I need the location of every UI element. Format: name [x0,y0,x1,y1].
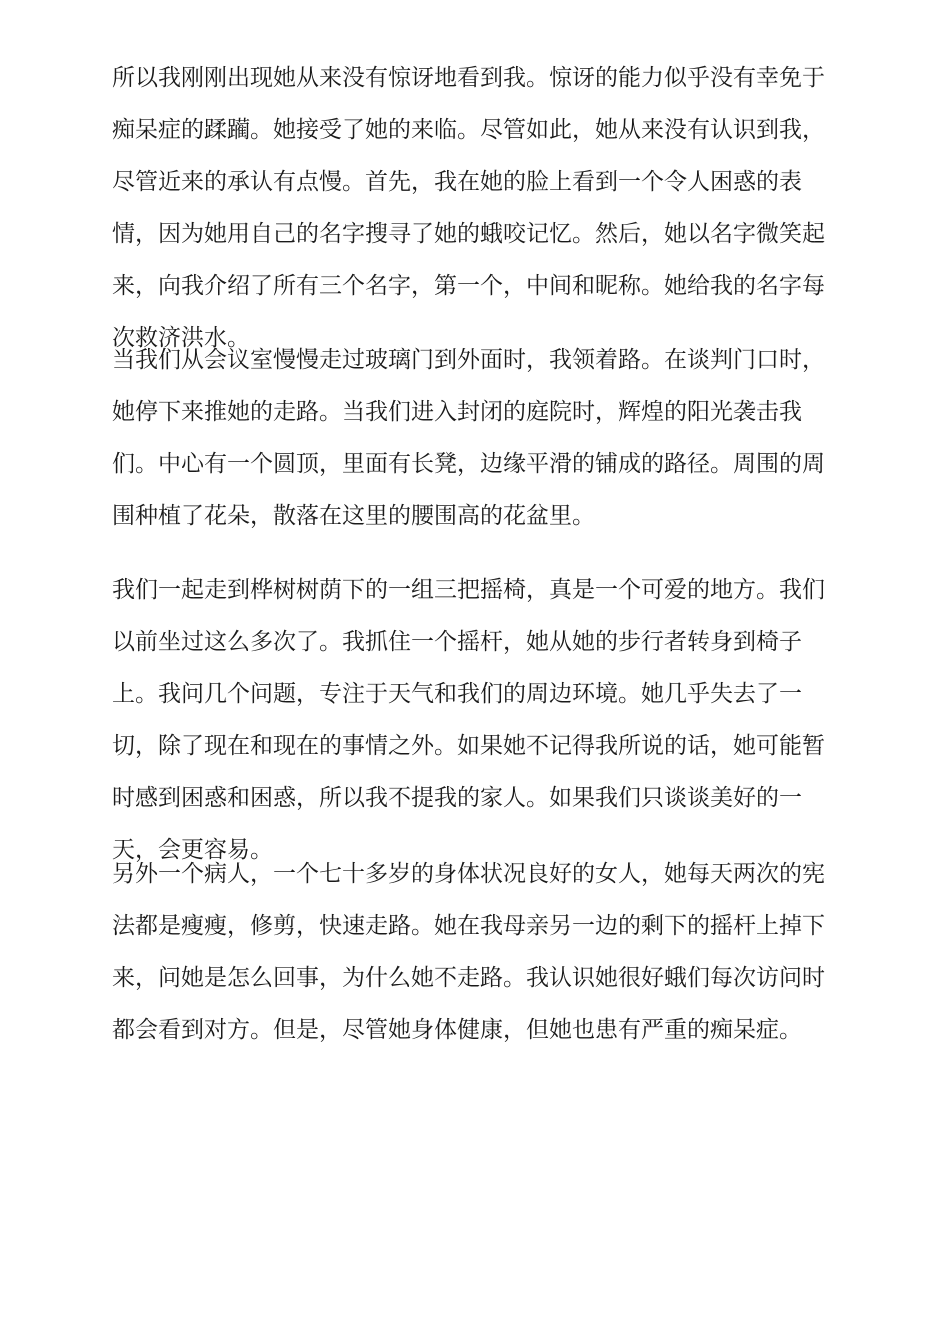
paragraph-4: 另外一个病人，一个七十多岁的身体状况良好的女人，她每天两次的宪法都是瘦瘦，修剪，快速走路。她在我母亲另一边的剩下的摇杆上掉下来，问她是怎么回事，为什么她不走路。我认识她很好蛾们每次访问时都会看到对方。但是，尽管她身体健康，但她也患有严重的痴呆症。 [112,861,825,1043]
paragraph-3: 我们一起走到桦树树荫下的一组三把摇椅，真是一个可爱的地方。我们以前坐过这么多次了。我抓住一个摇杆，她从她的步行者转身到椅子上。我问几个问题，专注于天气和我们的周边环境。她几乎失去了一切，除了现在和现在的事情之外。如果她不记得我所说的话，她可能暂时感到困惑和困惑，所以我不提我的家人。如果我们只谈谈美好的一天，会更容易。 [112,577,825,863]
paragraph-2: 当我们从会议室慢慢走过玻璃门到外面时，我领着路。在谈判门口时，她停下来推她的走路。当我们进入封闭的庭院时，辉煌的阳光袭击我们。中心有一个圆顶，里面有长凳，边缘平滑的铺成的路径。周围的周围种植了花朵，散落在这里的腰围高的花盆里。 [112,347,825,529]
paragraph-1: 所以我刚刚出现她从来没有惊讶地看到我。惊讶的能力似乎没有幸免于痴呆症的蹂躏。她接受了她的来临。尽管如此，她从来没有认识到我，尽管近来的承认有点慢。首先，我在她的脸上看到一个令人困惑的表情，因为她用自己的名字搜寻了她的蛾咬记忆。然后，她以名字微笑起来，向我介绍了所有三个名字，第一个，中间和昵称。她给我的名字每次救济洪水。 [112,65,825,351]
